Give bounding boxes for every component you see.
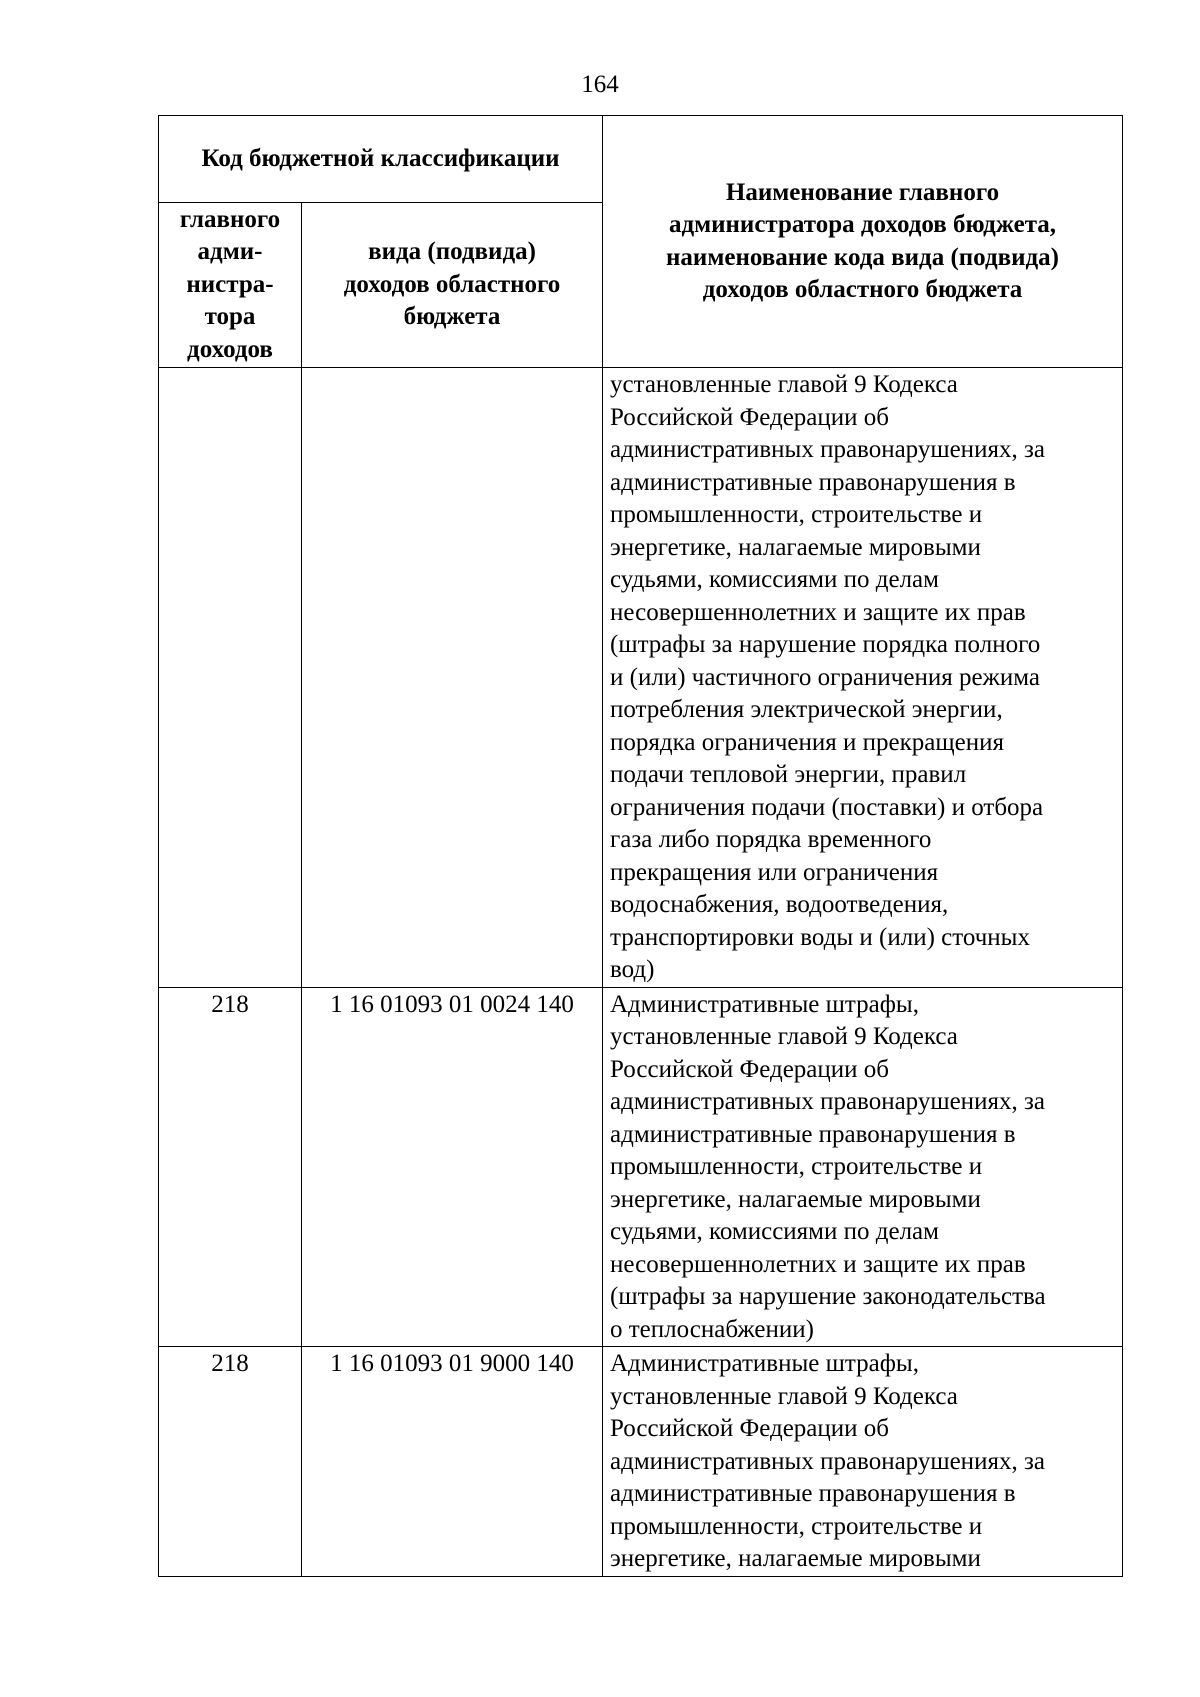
description-line: промышленности, строительстве и (610, 501, 983, 528)
description-line: Административные штрафы, (610, 990, 919, 1018)
description-line: ограничения подачи (поставки) и отбора (610, 793, 1044, 821)
description-line: транспортировки воды и (или) сточных (610, 923, 1030, 951)
description-cell (603, 368, 1123, 988)
description-line: административных правонарушениях, за (610, 436, 1045, 463)
header-name-column (603, 116, 1123, 368)
header-code-column (302, 203, 603, 368)
admin-code-cell: 218 (159, 987, 302, 1347)
description-line: прекращения или ограничения (610, 858, 939, 886)
description-line: судьями, комиссиями по делам (610, 566, 939, 593)
header-name-line: наименование кода вида (подвида) (666, 243, 1059, 271)
header-budget-code-group: Код бюджетной классификации (159, 116, 603, 203)
table-row (159, 368, 1123, 988)
description-line: судьями, комиссиями по делам (610, 1218, 939, 1245)
description-line: вод) (610, 956, 655, 983)
description-line: несовершеннолетних и защите их прав (610, 598, 1026, 626)
header-admin-line: главного (179, 205, 281, 233)
description-line: промышленности, строительстве и (610, 1153, 983, 1180)
header-admin-column (159, 203, 302, 368)
header-admin-line: доходов (187, 335, 273, 363)
description-line: (штрафы за нарушение порядка полного (610, 631, 1041, 658)
description-line: о теплоснабжении) (610, 1315, 814, 1343)
description-line: Административные штрафы, (610, 1350, 919, 1377)
header-admin-line: адми- (197, 238, 263, 266)
admin-code-cell (159, 368, 302, 988)
description-cell (603, 1347, 1123, 1577)
income-code-cell: 1 16 01093 01 0024 140 (302, 987, 603, 1347)
description-line: потребления электрической энергии, (610, 696, 1003, 723)
description-line: газа либо порядка временного (610, 826, 932, 853)
table-body (159, 368, 1123, 1577)
description-line: установленные главой 9 Кодекса (610, 371, 958, 398)
description-line: энергетике, налагаемые мировыми (610, 1185, 981, 1213)
income-code-cell: 1 16 01093 01 9000 140 (302, 1347, 603, 1577)
header-name-line: Наименование главного (725, 178, 1000, 206)
header-name-line: администратора доходов бюджета, (668, 211, 1057, 238)
description-line: установленные главой 9 Кодекса (610, 1382, 958, 1410)
page-number: 164 (581, 71, 619, 98)
description-line: и (или) частичного ограничения режима (610, 663, 1040, 691)
header-code-line: вида (подвида) (368, 238, 536, 266)
header-admin-line: тора (204, 303, 256, 331)
description-line: административных правонарушениях, за (610, 1447, 1045, 1475)
description-line: административные правонарушения в (610, 1120, 1016, 1148)
description-line: административных правонарушениях, за (610, 1088, 1045, 1115)
header-admin-line: нистра- (186, 270, 274, 298)
description-line: подачи тепловой энергии, правил (610, 761, 967, 788)
description-line: энергетике, налагаемые мировыми (610, 1545, 981, 1572)
admin-code-cell: 218 (159, 1347, 302, 1577)
header-code-line: бюджета (403, 303, 501, 331)
header-code-line: доходов областного (343, 270, 561, 298)
income-code-cell (302, 368, 603, 988)
budget-classification-table (158, 115, 1123, 1577)
description-line: административные правонарушения в (610, 1480, 1016, 1507)
description-line: установленные главой 9 Кодекса (610, 1023, 958, 1050)
description-line: водоснабжения, водоотведения, (610, 891, 949, 918)
description-line: порядка ограничения и прекращения (610, 728, 1004, 756)
description-line: несовершеннолетних и защите их прав (610, 1250, 1026, 1278)
header-name-line: доходов областного бюджета (702, 276, 1023, 303)
description-line: Российской Федерации об (610, 1415, 889, 1442)
table-row (159, 1347, 1123, 1577)
description-line: административные правонарушения в (610, 468, 1016, 496)
description-line: (штрафы за нарушение законодательства (610, 1283, 1046, 1310)
table-row (159, 987, 1123, 1347)
description-line: промышленности, строительстве и (610, 1512, 983, 1540)
description-line: Российской Федерации об (610, 1055, 889, 1083)
description-cell (603, 987, 1123, 1347)
description-line: энергетике, налагаемые мировыми (610, 533, 981, 561)
description-line: Российской Федерации об (610, 403, 889, 431)
